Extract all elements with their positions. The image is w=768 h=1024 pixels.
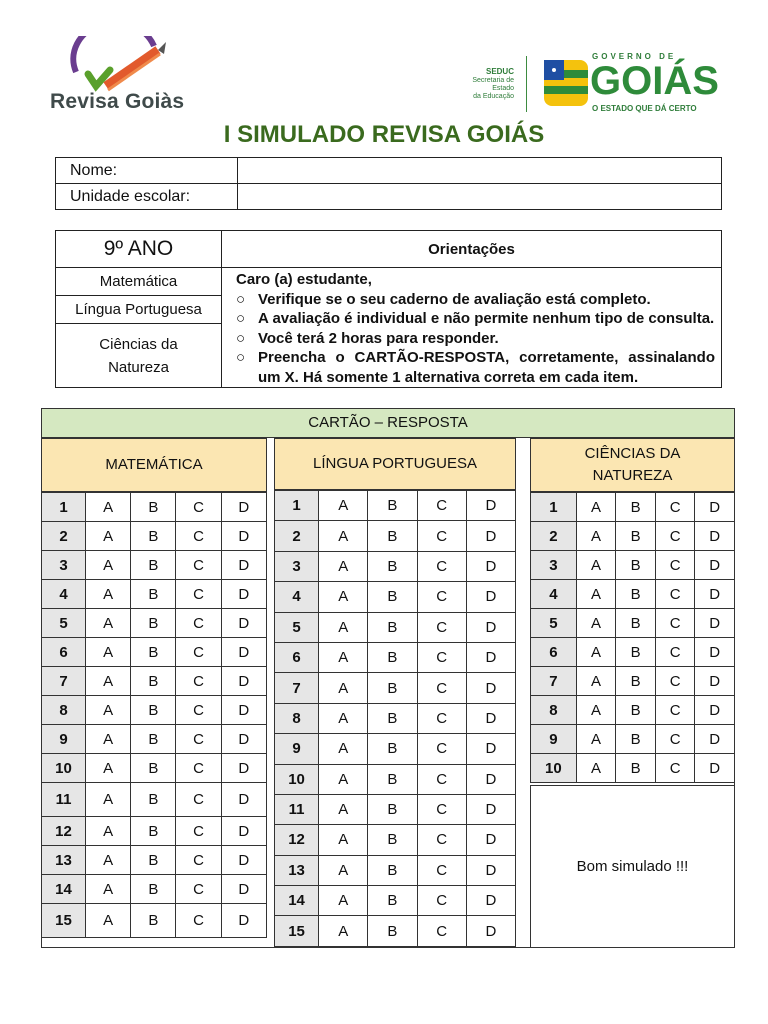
question-number: 8	[275, 703, 319, 733]
answer-grid-portuguese	[274, 490, 516, 947]
answer-option-d[interactable]: D	[221, 754, 266, 783]
answer-row	[531, 667, 735, 696]
seduc-label	[454, 68, 514, 101]
orientations-table	[55, 230, 722, 388]
answer-option-c[interactable]: C	[417, 734, 466, 764]
school-field[interactable]	[238, 184, 722, 210]
page-title: I SIMULADO REVISA GOIÁS	[223, 121, 545, 148]
answer-row	[275, 673, 516, 703]
answer-option-b[interactable]: B	[368, 916, 417, 946]
answer-row	[42, 522, 267, 551]
answer-option-a[interactable]: A	[319, 551, 368, 581]
answer-row	[531, 725, 735, 754]
answer-option-d[interactable]: D	[221, 638, 266, 667]
answer-option-d[interactable]: D	[221, 522, 266, 551]
goias-wordmark: GOIÁS	[590, 59, 719, 103]
answer-option-d[interactable]: D	[695, 493, 735, 522]
answer-option-b[interactable]: B	[616, 696, 656, 725]
question-number: 3	[531, 551, 577, 580]
answer-option-d[interactable]: D	[466, 521, 515, 551]
answer-option-c[interactable]: C	[176, 875, 221, 904]
answer-option-d[interactable]: D	[695, 580, 735, 609]
answer-option-c[interactable]: C	[417, 521, 466, 551]
question-number: 1	[275, 491, 319, 521]
answer-option-b[interactable]: B	[131, 493, 176, 522]
answer-option-d[interactable]: D	[466, 582, 515, 612]
answer-row	[42, 725, 267, 754]
answer-option-b[interactable]: B	[616, 522, 656, 551]
answer-option-b[interactable]: B	[368, 582, 417, 612]
answer-option-c[interactable]: C	[655, 725, 695, 754]
question-number: 4	[275, 582, 319, 612]
answer-row	[42, 783, 267, 817]
orientation-item	[236, 329, 715, 349]
answer-row	[275, 916, 516, 946]
answer-option-b[interactable]: B	[131, 580, 176, 609]
school-label: Unidade escolar:	[56, 184, 238, 210]
question-number: 3	[275, 551, 319, 581]
answer-row	[42, 609, 267, 638]
answer-option-a[interactable]: A	[86, 696, 131, 725]
answer-option-a[interactable]: A	[86, 875, 131, 904]
answer-option-a[interactable]: A	[319, 855, 368, 885]
answer-option-c[interactable]: C	[176, 725, 221, 754]
orientations-list	[236, 290, 715, 388]
answer-option-a[interactable]: A	[576, 667, 616, 696]
identification-table	[55, 157, 722, 210]
answer-option-d[interactable]: D	[695, 754, 735, 783]
answer-option-b[interactable]: B	[368, 886, 417, 916]
answer-option-b[interactable]: B	[616, 609, 656, 638]
question-number: 5	[275, 612, 319, 642]
answer-option-b[interactable]: B	[131, 754, 176, 783]
question-number: 10	[42, 754, 86, 783]
answer-option-c[interactable]: C	[655, 638, 695, 667]
answer-option-c[interactable]: C	[176, 522, 221, 551]
governo-de-label: GOVERNO DE	[592, 52, 677, 61]
answer-option-d[interactable]: D	[466, 673, 515, 703]
answer-option-d[interactable]: D	[695, 522, 735, 551]
answer-option-a[interactable]: A	[319, 673, 368, 703]
answer-option-c[interactable]: C	[655, 667, 695, 696]
answer-grid-table	[41, 492, 267, 938]
revisa-goias-brand: Revisa Goiàs	[50, 90, 185, 113]
question-number: 6	[275, 642, 319, 672]
answer-option-d[interactable]: D	[695, 725, 735, 754]
answer-option-b[interactable]: B	[131, 904, 176, 938]
answer-row	[42, 667, 267, 696]
answer-option-a[interactable]: A	[319, 521, 368, 551]
question-number: 10	[531, 754, 577, 783]
answer-option-d[interactable]: D	[695, 638, 735, 667]
bullet-circle-icon: ○	[236, 290, 246, 308]
answer-option-c[interactable]: C	[655, 754, 695, 783]
answer-option-b[interactable]: B	[616, 580, 656, 609]
answer-row	[42, 754, 267, 783]
answer-row	[275, 703, 516, 733]
answer-row	[531, 493, 735, 522]
answer-option-c[interactable]: C	[417, 491, 466, 521]
answer-option-c[interactable]: C	[176, 551, 221, 580]
bullet-circle-icon: ○	[236, 310, 246, 327]
answer-option-a[interactable]: A	[86, 725, 131, 754]
greeting: Caro (a) estudante,	[236, 271, 372, 288]
question-number: 8	[531, 696, 577, 725]
answer-option-b[interactable]: B	[131, 638, 176, 667]
answer-row	[531, 638, 735, 667]
answer-row	[531, 551, 735, 580]
answer-row	[42, 493, 267, 522]
answer-option-c[interactable]: C	[176, 609, 221, 638]
answer-option-a[interactable]: A	[576, 551, 616, 580]
answer-option-d[interactable]: D	[466, 734, 515, 764]
answer-option-b[interactable]: B	[616, 667, 656, 696]
answer-option-c[interactable]: C	[176, 696, 221, 725]
answer-option-a[interactable]: A	[576, 609, 616, 638]
orientation-item	[236, 290, 715, 310]
answer-option-b[interactable]: B	[368, 855, 417, 885]
answer-option-b[interactable]: B	[368, 521, 417, 551]
answer-option-d[interactable]: D	[221, 580, 266, 609]
grade-label: 9º ANO	[56, 231, 222, 268]
orientation-text: A avaliação é individual e não permite nenhum tipo de consulta.	[258, 310, 715, 327]
question-number: 9	[275, 734, 319, 764]
question-number: 14	[275, 886, 319, 916]
answer-option-b[interactable]: B	[616, 754, 656, 783]
answer-option-c[interactable]: C	[176, 783, 221, 817]
seduc-name: SEDUC	[485, 67, 514, 76]
question-number: 8	[42, 696, 86, 725]
answer-row	[42, 817, 267, 846]
subject-portuguese: Língua Portuguesa	[56, 296, 222, 324]
answer-option-d[interactable]: D	[466, 794, 515, 824]
question-number: 1	[42, 493, 86, 522]
answer-option-b[interactable]: B	[368, 703, 417, 733]
answer-row	[275, 582, 516, 612]
answer-option-b[interactable]: B	[131, 846, 176, 875]
question-number: 5	[531, 609, 577, 638]
answer-row	[275, 794, 516, 824]
answer-option-b[interactable]: B	[131, 725, 176, 754]
answer-option-b[interactable]: B	[131, 817, 176, 846]
answer-option-c[interactable]: C	[176, 638, 221, 667]
answer-option-a[interactable]: A	[86, 817, 131, 846]
answer-grid-table	[274, 490, 516, 947]
question-number: 11	[275, 794, 319, 824]
orientation-text: Você terá 2 horas para responder.	[258, 329, 499, 347]
answer-option-a[interactable]: A	[319, 886, 368, 916]
orientations-title: Orientações	[222, 231, 722, 268]
answer-option-d[interactable]: D	[221, 493, 266, 522]
answer-row	[275, 886, 516, 916]
answer-option-c[interactable]: C	[655, 580, 695, 609]
question-number: 15	[275, 916, 319, 946]
answer-option-b[interactable]: B	[368, 673, 417, 703]
answer-option-a[interactable]: A	[319, 734, 368, 764]
answer-option-a[interactable]: A	[319, 491, 368, 521]
answer-row	[531, 609, 735, 638]
answer-option-d[interactable]: D	[221, 904, 266, 938]
answer-row	[275, 764, 516, 794]
question-number: 4	[42, 580, 86, 609]
question-number: 12	[275, 825, 319, 855]
orientation-text: Preencha o CARTÃO-RESPOSTA, corretamente, assinalando um X. Há somente 1 alternativa correta em cada item.	[258, 349, 715, 386]
answer-option-b[interactable]: B	[368, 612, 417, 642]
answer-option-c[interactable]: C	[176, 904, 221, 938]
bullet-circle-icon: ○	[236, 329, 246, 347]
answer-option-c[interactable]: C	[655, 522, 695, 551]
answer-option-c[interactable]: C	[417, 764, 466, 794]
answer-grid-table	[530, 492, 735, 783]
answer-row	[275, 734, 516, 764]
answer-option-a[interactable]: A	[86, 904, 131, 938]
name-label: Nome:	[56, 158, 238, 184]
answer-option-d[interactable]: D	[221, 817, 266, 846]
answer-option-b[interactable]: B	[368, 764, 417, 794]
answer-option-d[interactable]: D	[221, 875, 266, 904]
answer-grid-science	[530, 492, 735, 783]
answer-row	[531, 522, 735, 551]
answer-option-b[interactable]: B	[368, 825, 417, 855]
answer-option-b[interactable]: B	[131, 522, 176, 551]
answer-option-b[interactable]: B	[368, 551, 417, 581]
answer-option-c[interactable]: C	[176, 667, 221, 696]
answer-option-c[interactable]: C	[417, 794, 466, 824]
answer-option-a[interactable]: A	[319, 642, 368, 672]
answer-option-d[interactable]: D	[466, 491, 515, 521]
answer-row	[42, 904, 267, 938]
answer-option-a[interactable]: A	[319, 764, 368, 794]
question-number: 2	[531, 522, 577, 551]
goias-slogan: O ESTADO QUE DÁ CERTO	[592, 104, 697, 113]
question-number: 2	[275, 521, 319, 551]
answer-option-c[interactable]: C	[417, 703, 466, 733]
answer-row	[42, 551, 267, 580]
question-number: 12	[42, 817, 86, 846]
question-number: 10	[275, 764, 319, 794]
answer-option-d[interactable]: D	[466, 886, 515, 916]
answer-option-a[interactable]: A	[86, 493, 131, 522]
answer-option-d[interactable]: D	[695, 609, 735, 638]
answer-option-d[interactable]: D	[466, 642, 515, 672]
answer-grid-math	[41, 492, 267, 938]
closing-message: Bom simulado !!!	[530, 785, 735, 948]
answer-option-c[interactable]: C	[655, 551, 695, 580]
answer-row	[275, 491, 516, 521]
answer-option-b[interactable]: B	[616, 551, 656, 580]
answer-option-c[interactable]: C	[417, 825, 466, 855]
orientation-text: Verifique se o seu caderno de avaliação está completo.	[258, 290, 651, 308]
question-number: 2	[42, 522, 86, 551]
answer-row	[275, 855, 516, 885]
answer-option-a[interactable]: A	[576, 493, 616, 522]
question-number: 4	[531, 580, 577, 609]
answer-option-a[interactable]: A	[319, 582, 368, 612]
answer-option-b[interactable]: B	[131, 667, 176, 696]
answer-option-a[interactable]: A	[86, 638, 131, 667]
answer-option-c[interactable]: C	[417, 886, 466, 916]
answer-row	[531, 696, 735, 725]
question-number: 6	[42, 638, 86, 667]
goias-flag-icon	[544, 60, 588, 106]
section-header-math: MATEMÁTICA	[41, 438, 267, 492]
answer-row	[42, 875, 267, 904]
answer-option-d[interactable]: D	[695, 667, 735, 696]
question-number: 7	[42, 667, 86, 696]
answer-option-c[interactable]: C	[655, 696, 695, 725]
answer-option-d[interactable]: D	[466, 764, 515, 794]
answer-option-c[interactable]: C	[176, 580, 221, 609]
answer-option-b[interactable]: B	[368, 794, 417, 824]
answer-option-a[interactable]: A	[319, 703, 368, 733]
answer-option-d[interactable]: D	[221, 725, 266, 754]
answer-option-b[interactable]: B	[131, 875, 176, 904]
answer-option-a[interactable]: A	[86, 754, 131, 783]
answer-option-a[interactable]: A	[86, 783, 131, 817]
question-number: 15	[42, 904, 86, 938]
answer-option-d[interactable]: D	[466, 612, 515, 642]
question-number: 13	[275, 855, 319, 885]
answer-row	[531, 754, 735, 783]
answer-row	[42, 696, 267, 725]
section-header-portuguese: LÍNGUA PORTUGUESA	[274, 438, 516, 490]
answer-option-d[interactable]: D	[466, 703, 515, 733]
answer-option-c[interactable]: C	[655, 493, 695, 522]
answer-option-a[interactable]: A	[576, 696, 616, 725]
question-number: 3	[42, 551, 86, 580]
answer-row	[42, 580, 267, 609]
answer-option-b[interactable]: B	[368, 734, 417, 764]
answer-option-c[interactable]: C	[176, 846, 221, 875]
answer-option-a[interactable]: A	[319, 612, 368, 642]
answer-option-a[interactable]: A	[319, 825, 368, 855]
governo-goias-logo	[432, 48, 728, 118]
answer-option-d[interactable]: D	[221, 609, 266, 638]
answer-option-a[interactable]: A	[319, 794, 368, 824]
answer-option-b[interactable]: B	[616, 493, 656, 522]
answer-option-a[interactable]: A	[86, 667, 131, 696]
orientation-item	[236, 309, 715, 329]
answer-option-d[interactable]: D	[695, 696, 735, 725]
answer-option-a[interactable]: A	[576, 522, 616, 551]
answer-row	[275, 642, 516, 672]
answer-option-a[interactable]: A	[576, 580, 616, 609]
answer-row	[42, 638, 267, 667]
answer-option-b[interactable]: B	[616, 725, 656, 754]
question-number: 6	[531, 638, 577, 667]
answer-option-c[interactable]: C	[655, 609, 695, 638]
answer-option-a[interactable]: A	[319, 916, 368, 946]
answer-option-b[interactable]: B	[131, 551, 176, 580]
answer-option-a[interactable]: A	[576, 638, 616, 667]
answer-option-d[interactable]: D	[466, 916, 515, 946]
answer-option-c[interactable]: C	[417, 916, 466, 946]
answer-row	[275, 551, 516, 581]
orientation-item	[236, 348, 715, 387]
answer-option-d[interactable]: D	[221, 551, 266, 580]
answer-option-a[interactable]: A	[86, 580, 131, 609]
answer-option-b[interactable]: B	[131, 783, 176, 817]
answer-option-a[interactable]: A	[86, 609, 131, 638]
question-number: 1	[531, 493, 577, 522]
answer-option-c[interactable]: C	[176, 754, 221, 783]
question-number: 9	[531, 725, 577, 754]
answer-option-d[interactable]: D	[221, 846, 266, 875]
answer-card-title: CARTÃO – RESPOSTA	[41, 408, 735, 438]
answer-option-d[interactable]: D	[221, 696, 266, 725]
question-number: 14	[42, 875, 86, 904]
answer-option-d[interactable]: D	[466, 825, 515, 855]
seduc-line1: Secretaria de Estado	[472, 77, 514, 92]
answer-option-b[interactable]: B	[131, 609, 176, 638]
answer-option-d[interactable]: D	[221, 667, 266, 696]
answer-option-b[interactable]: B	[368, 491, 417, 521]
answer-option-d[interactable]: D	[695, 551, 735, 580]
question-number: 13	[42, 846, 86, 875]
answer-row	[531, 580, 735, 609]
answer-option-a[interactable]: A	[86, 522, 131, 551]
answer-option-b[interactable]: B	[616, 638, 656, 667]
answer-row	[275, 521, 516, 551]
answer-option-c[interactable]: C	[417, 582, 466, 612]
bullet-circle-icon: ○	[236, 349, 246, 366]
answer-option-d[interactable]: D	[221, 783, 266, 817]
answer-option-c[interactable]: C	[417, 642, 466, 672]
logo-divider	[526, 56, 527, 112]
question-number: 9	[42, 725, 86, 754]
pencil-check-icon	[48, 36, 198, 96]
answer-option-d[interactable]: D	[466, 855, 515, 885]
question-number: 11	[42, 783, 86, 817]
answer-row	[275, 825, 516, 855]
answer-option-c[interactable]: C	[176, 493, 221, 522]
revisa-goias-logo	[48, 36, 198, 118]
question-number: 7	[275, 673, 319, 703]
answer-option-a[interactable]: A	[576, 725, 616, 754]
seduc-line2: da Educação	[473, 93, 514, 100]
answer-option-d[interactable]: D	[466, 551, 515, 581]
answer-option-b[interactable]: B	[368, 642, 417, 672]
name-field[interactable]	[238, 158, 722, 184]
answer-option-b[interactable]: B	[131, 696, 176, 725]
section-header-science: CIÊNCIAS DA NATUREZA	[530, 438, 735, 492]
answer-row	[275, 612, 516, 642]
question-number: 7	[531, 667, 577, 696]
answer-option-a[interactable]: A	[86, 551, 131, 580]
answer-option-a[interactable]: A	[576, 754, 616, 783]
answer-option-c[interactable]: C	[417, 612, 466, 642]
orientations-body	[222, 268, 722, 388]
answer-option-c[interactable]: C	[417, 855, 466, 885]
subject-math: Matemática	[56, 268, 222, 296]
subject-science: Ciências da Natureza	[56, 324, 222, 388]
answer-option-c[interactable]: C	[176, 817, 221, 846]
answer-row	[42, 846, 267, 875]
question-number: 5	[42, 609, 86, 638]
answer-option-c[interactable]: C	[417, 673, 466, 703]
answer-option-c[interactable]: C	[417, 551, 466, 581]
answer-option-a[interactable]: A	[86, 846, 131, 875]
